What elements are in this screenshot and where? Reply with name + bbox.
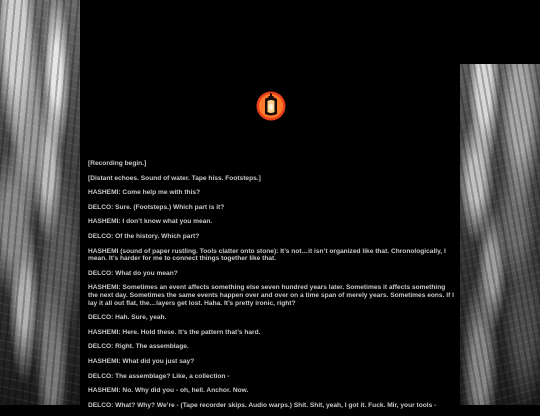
rock-texture-right <box>460 64 540 405</box>
transcript-line: [Recording begin.] <box>88 160 147 167</box>
rock-texture-left <box>0 0 80 405</box>
transcript-line: DELCO: What? Why? We’re - (Tape recorder skips. Audio warps.) Shit. Shit, yeah, I got it. Fuck. Mir, your tools - <box>88 401 437 409</box>
transcript-line: DELCO: Right. The assemblage. <box>88 343 189 351</box>
transcript-line: DELCO: Hah. Sure, yeah. <box>88 314 167 322</box>
transcript-text <box>88 160 456 416</box>
transcript-line: HASHEMI: Here. Hold these. It’s the pattern that’s hard. <box>88 328 261 336</box>
transcript-line: HASHEMI: Come help me with this? <box>88 189 201 197</box>
transcript-line: DELCO: The assemblage? Like, a collection - <box>88 372 230 380</box>
transcript-line: HASHEMI (sound of paper rustling. Tools clatter onto stone): It’s not…it isn’t organized like that. Chronologically, I mean. It’s harder for me to connect things together like that. <box>88 247 446 263</box>
transcript-line: HASHEMI: I don’t know what you mean. <box>88 218 213 226</box>
transcript-line: HASHEMI: No. Why did you - oh, hell. Anchor. Now. <box>88 387 249 395</box>
transcript-line: DELCO: Of the history. Which part? <box>88 232 200 240</box>
transcript-panel <box>80 0 460 409</box>
lantern-emblem-icon <box>255 90 287 122</box>
transcript-line: HASHEMI: What did you just say? <box>88 357 195 365</box>
transcript-line: DELCO: What do you mean? <box>88 269 178 277</box>
transcript-line: DELCO: Sure. (Footsteps.) Which part is it? <box>88 203 225 211</box>
transcript-line: HASHEMI: Sometimes an event affects something else seven hundred years later. Sometimes it affects something the next day. Sometimes the same events happen over and over on a time span of merely years. Sometimes eons. If I lay it all out flat, the…layers get lost. Haha. It’s pretty ironic, right? <box>88 284 454 307</box>
transcript-line: [Distant echoes. Sound of water. Tape hiss. Footsteps.] <box>88 174 261 182</box>
